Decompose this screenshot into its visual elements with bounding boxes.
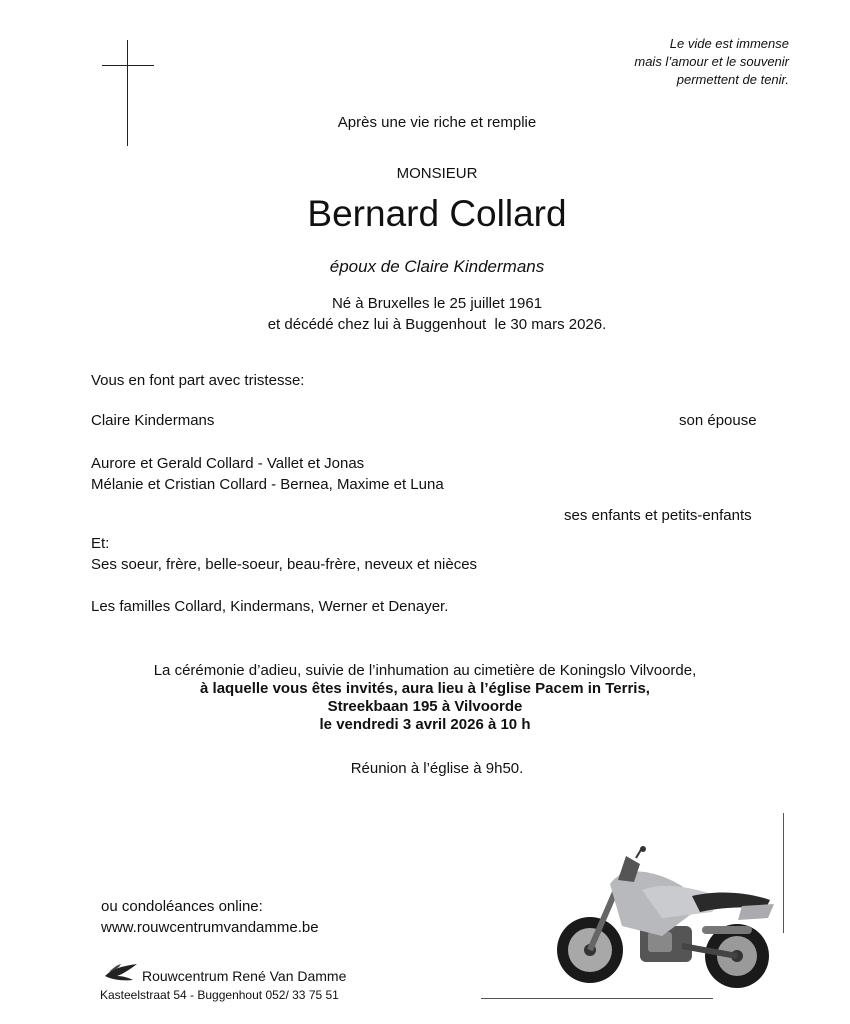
divider-vertical (783, 813, 784, 933)
deceased-name: Bernard Collard (307, 193, 567, 234)
birth-line: Né à Bruxelles le 25 juillet 1961 (331, 295, 543, 312)
children-role: ses enfants et petits-enfants (564, 507, 752, 524)
cross-icon-horizontal (102, 65, 154, 66)
wife-role: son épouse (679, 412, 757, 429)
quote-line: permettent de tenir. (676, 72, 789, 87)
intro-text: Après une vie riche et remplie (337, 114, 537, 131)
quote-line: Le vide est immense (669, 36, 789, 51)
siblings-line: Ses soeur, frère, belle-soeur, beau-frère, neveux et nièces (91, 556, 478, 573)
children-line: Mélanie et Cristian Collard - Bernea, Maxime et Luna (91, 476, 444, 493)
ceremony-date: le vendredi 3 avril 2026 à 10 h (319, 716, 531, 733)
ceremony-address: Streekbaan 195 à Vilvoorde (327, 698, 523, 715)
families-line: Les familles Collard, Kindermans, Werner et Denayer. (91, 598, 449, 615)
announce-text: Vous en font part avec tristesse: (91, 372, 305, 389)
online-label: ou condoléances online: (101, 898, 263, 915)
dates-block (12, 293, 850, 335)
quote-line: mais l’amour et le souvenir (634, 54, 789, 69)
et-label: Et: (91, 535, 110, 552)
bird-logo-icon (103, 962, 139, 982)
funeral-home-name: Rouwcentrum René Van Damme (142, 968, 347, 984)
ceremony-line: La cérémonie d’adieu, suivie de l’inhumation au cimetière de Koningslo Vilvoorde, (153, 662, 697, 679)
ceremony-block (0, 662, 850, 734)
ceremony-line: à laquelle vous êtes invités, aura lieu à l’église Pacem in Terris, (200, 680, 650, 697)
online-link[interactable]: www.rouwcentrumvandamme.be (101, 919, 319, 936)
divider-horizontal (481, 998, 713, 999)
funeral-home-address: Kasteelstraat 54 - Buggenhout 052/ 33 75 51 (100, 988, 339, 1002)
motorcycle-image (552, 846, 780, 994)
quote-block (634, 35, 789, 89)
reunion-text: Réunion à l’église à 9h50. (350, 760, 524, 777)
spouse-line: époux de Claire Kindermans (329, 257, 545, 276)
children-block (91, 453, 444, 495)
death-line: et décédé chez lui à Buggenhout le 30 mars 2026. (267, 316, 607, 333)
online-block (101, 896, 319, 938)
children-line: Aurore et Gerald Collard - Vallet et Jonas (91, 455, 365, 472)
wife-name: Claire Kindermans (91, 412, 215, 429)
honorific: MONSIEUR (396, 165, 478, 182)
